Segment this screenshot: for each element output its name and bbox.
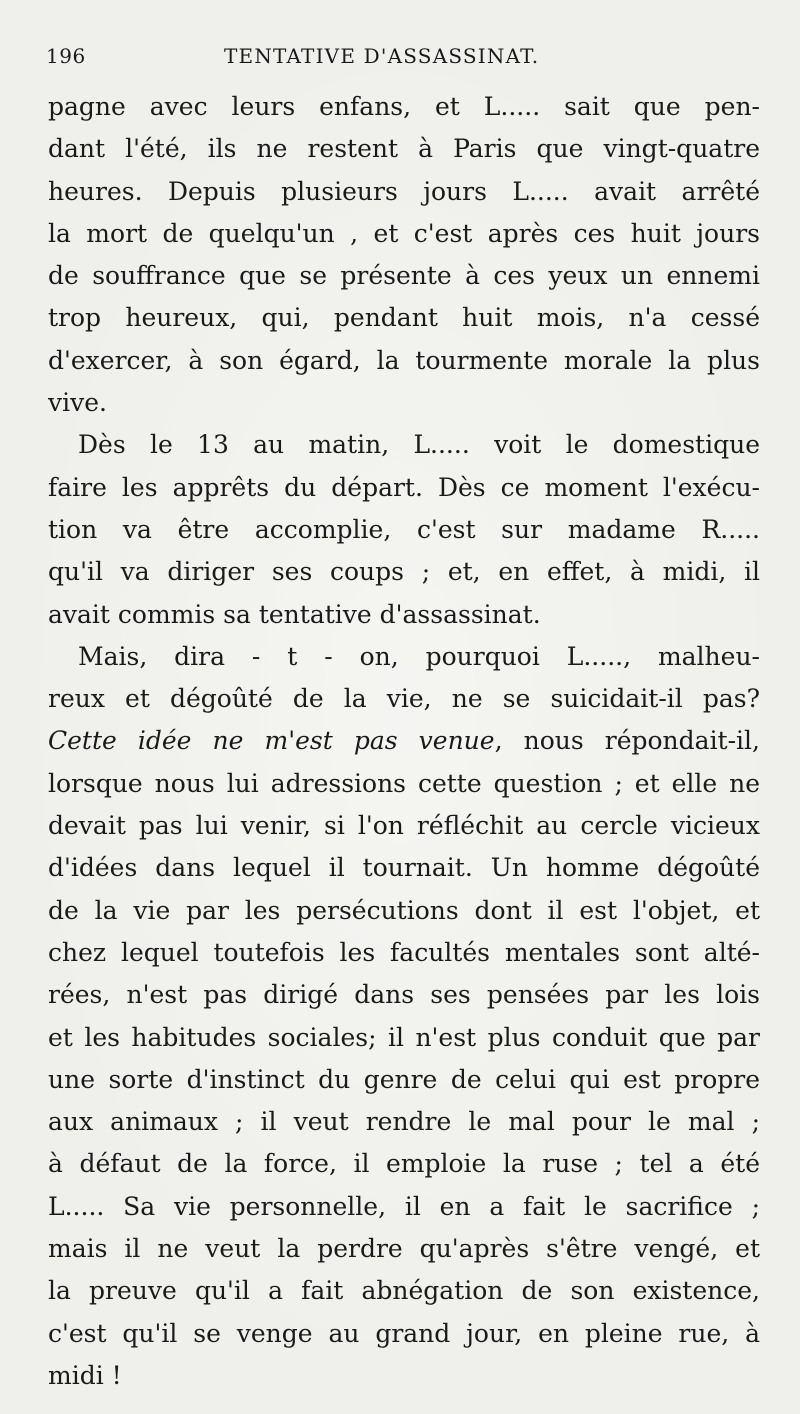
text-line: vive.	[48, 388, 107, 418]
text-line: qu'il va diriger ses coups ; et, en effet, à midi, il	[48, 557, 760, 587]
text-line: de souffrance que se présente à ces yeux un ennemi	[48, 261, 760, 291]
page-number: 196	[46, 44, 86, 68]
text-line: de la vie par les persécutions dont il est l'objet, et	[48, 895, 760, 925]
text-line: faire les apprêts du départ. Dès ce moment l'exécu-	[48, 472, 760, 502]
text-line-with-italic	[48, 720, 760, 762]
text-line: L..... Sa vie personnelle, il en a fait le sacrifice ;	[48, 1191, 760, 1221]
text-line: pagne avec leurs enfans, et L..... sait que pen-	[48, 92, 760, 121]
text-line: midi !	[48, 1360, 122, 1390]
text-line: la preuve qu'il a fait abnégation de son existence,	[48, 1276, 760, 1306]
text-line: une sorte d'instinct du genre de celui qui est propre	[48, 1064, 760, 1094]
text-line: mais il ne veut la perdre qu'après s'être vengé, et	[48, 1234, 760, 1264]
text-line: et les habitudes sociales; il n'est plus conduit que par	[48, 1022, 760, 1052]
italic-quote: Cette idée ne m'est pas venue	[48, 726, 495, 756]
text-line: d'exercer, à son égard, la tourmente morale la plus	[48, 345, 760, 375]
quote-continuation: , nous répondait-il,	[494, 726, 760, 756]
text-line: aux animaux ; il veut rendre le mal pour le mal ;	[48, 1107, 760, 1137]
text-line: tion va être accomplie, c'est sur madame R.....	[48, 514, 760, 544]
text-line: rées, n'est pas dirigé dans ses pensées par les lois	[48, 980, 760, 1010]
text-line: avait commis sa tentative d'assassinat.	[48, 599, 541, 629]
text-line: reux et dégoûté de la vie, ne se suicidait-il pas?	[48, 684, 760, 714]
text-line: trop heureux, qui, pendant huit mois, n'a cessé	[48, 303, 760, 333]
text-line: d'idées dans lequel il tournait. Un homme dégoûté	[48, 853, 760, 883]
text-line: devait pas lui venir, si l'on réfléchit au cercle vicieux	[48, 811, 760, 841]
body-text	[48, 86, 760, 1397]
page-header	[46, 44, 756, 74]
text-line: Dès le 13 au matin, L..... voit le domestique	[78, 430, 760, 460]
text-line: la mort de quelqu'un , et c'est après ces huit jours	[48, 218, 760, 248]
text-line: à défaut de la force, il emploie la ruse ; tel a été	[48, 1149, 760, 1179]
text-line: c'est qu'il se venge au grand jour, en pleine rue, à	[48, 1318, 760, 1348]
text-line: dant l'été, ils ne restent à Paris que vingt-quatre	[48, 134, 760, 164]
running-title: TENTATIVE D'ASSASSINAT.	[224, 44, 540, 68]
text-line: heures. Depuis plusieurs jours L..... avait arrêté	[48, 176, 760, 206]
text-line: chez lequel toutefois les facultés mentales sont alté-	[48, 937, 760, 967]
text-line: Mais, dira - t - on, pourquoi L....., malheu-	[78, 641, 760, 671]
text-line: lorsque nous lui adressions cette question ; et elle ne	[48, 768, 760, 798]
